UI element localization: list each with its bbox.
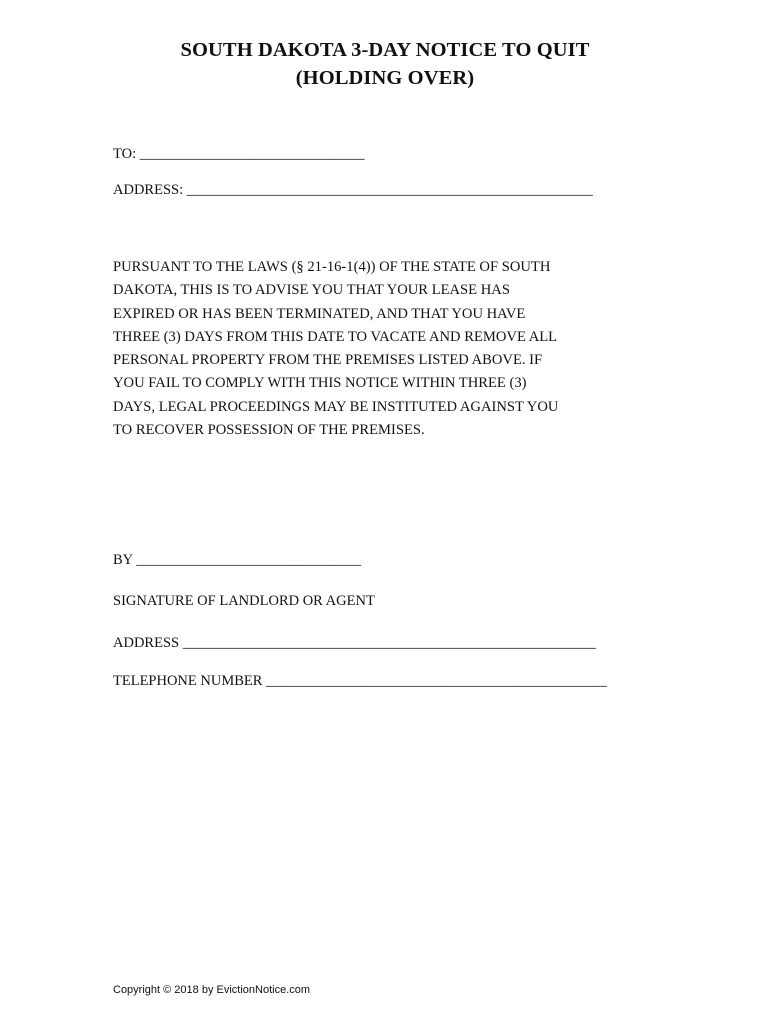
landlord-address-label: ADDRESS [113, 635, 180, 651]
telephone-blank[interactable]: _______________________________________________ [266, 673, 607, 689]
recipient-address-label: ADDRESS: [113, 182, 184, 198]
telephone-label: TELEPHONE NUMBER [113, 673, 263, 689]
notice-line: TO RECOVER POSSESSION OF THE PREMISES. [113, 422, 425, 439]
by-blank[interactable]: _______________________________ [136, 552, 361, 568]
to-label: TO: [113, 146, 137, 162]
to-field[interactable] [113, 146, 364, 163]
notice-line: DAYS, LEGAL PROCEEDINGS MAY BE INSTITUTED AGAINST YOU [113, 398, 559, 415]
title-line-1: SOUTH DAKOTA 3-DAY NOTICE TO QUIT [180, 39, 590, 61]
telephone-field[interactable] [113, 673, 607, 690]
notice-line: PURSUANT TO THE LAWS (§ 21-16-1(4)) OF THE STATE OF SOUTH [113, 259, 551, 275]
notice-line: EXPIRED OR HAS BEEN TERMINATED, AND THAT YOU HAVE [113, 305, 526, 322]
document-title [0, 36, 770, 92]
recipient-address-blank[interactable]: ________________________________________________________ [186, 182, 593, 198]
notice-line: DAKOTA, THIS IS TO ADVISE YOU THAT YOUR LEASE HAS [113, 282, 510, 299]
landlord-address-field[interactable] [113, 635, 596, 652]
to-blank[interactable]: _______________________________ [139, 146, 365, 162]
copyright-footer: Copyright © 2018 by EvictionNotice.com [113, 984, 311, 996]
recipient-address-field[interactable] [113, 182, 593, 199]
landlord-address-blank[interactable]: _________________________________________________________ [182, 635, 596, 651]
title-line-2: (HOLDING OVER) [295, 67, 475, 89]
notice-body [113, 256, 673, 442]
notice-line: THREE (3) DAYS FROM THIS DATE TO VACATE AND REMOVE ALL [113, 328, 558, 345]
notice-line: PERSONAL PROPERTY FROM THE PREMISES LISTED ABOVE. IF [113, 352, 543, 369]
by-label: BY [113, 552, 133, 568]
signature-label: SIGNATURE OF LANDLORD OR AGENT [113, 593, 375, 609]
by-field[interactable] [113, 552, 361, 569]
notice-line: YOU FAIL TO COMPLY WITH THIS NOTICE WITHIN THREE (3) [113, 375, 527, 392]
